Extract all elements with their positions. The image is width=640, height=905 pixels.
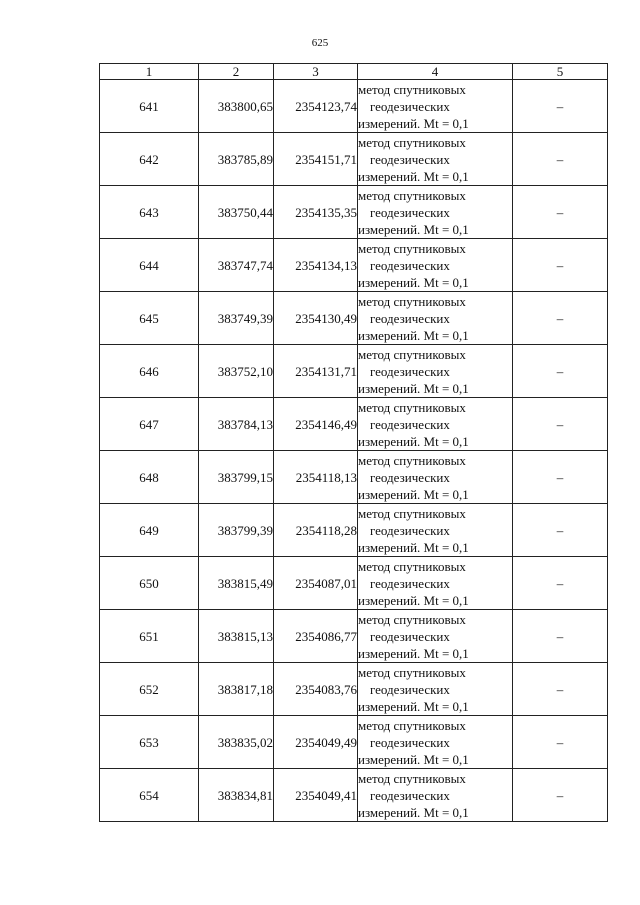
method-line: измерений. Mt = 0,1	[358, 327, 469, 343]
method-line: измерений. Mt = 0,1	[358, 539, 469, 555]
column-5-cell: –	[513, 663, 608, 716]
x-coordinate-cell: 383799,39	[199, 504, 274, 557]
x-coordinate-cell: 383784,13	[199, 398, 274, 451]
header-row	[100, 64, 608, 80]
table-row	[100, 663, 608, 716]
method-line: измерений. Mt = 0,1	[358, 751, 469, 767]
method-cell	[358, 610, 513, 663]
y-coordinate-cell: 2354049,41	[274, 769, 358, 822]
y-coordinate-cell: 2354083,76	[274, 663, 358, 716]
method-line: измерений. Mt = 0,1	[358, 804, 469, 820]
column-header: 1	[100, 64, 199, 80]
table-row	[100, 557, 608, 610]
method-line: геодезических	[370, 98, 450, 114]
method-cell	[358, 716, 513, 769]
y-coordinate-cell: 2354135,35	[274, 186, 358, 239]
column-5-cell: –	[513, 504, 608, 557]
x-coordinate-cell: 383800,65	[199, 80, 274, 133]
point-number-cell: 651	[100, 610, 199, 663]
column-5-cell: –	[513, 186, 608, 239]
y-coordinate-cell: 2354087,01	[274, 557, 358, 610]
x-coordinate-cell: 383750,44	[199, 186, 274, 239]
method-line: метод спутниковых	[358, 558, 466, 574]
method-line: геодезических	[370, 310, 450, 326]
column-header: 5	[513, 64, 608, 80]
point-number-cell: 650	[100, 557, 199, 610]
method-cell	[358, 663, 513, 716]
x-coordinate-cell: 383817,18	[199, 663, 274, 716]
column-5-cell: –	[513, 345, 608, 398]
table-row	[100, 398, 608, 451]
method-cell	[358, 239, 513, 292]
method-line: метод спутниковых	[358, 240, 466, 256]
x-coordinate-cell: 383785,89	[199, 133, 274, 186]
point-number-cell: 645	[100, 292, 199, 345]
method-line: метод спутниковых	[358, 717, 466, 733]
column-5-cell: –	[513, 398, 608, 451]
y-coordinate-cell: 2354049,49	[274, 716, 358, 769]
point-number-cell: 648	[100, 451, 199, 504]
x-coordinate-cell: 383749,39	[199, 292, 274, 345]
x-coordinate-cell: 383752,10	[199, 345, 274, 398]
method-cell	[358, 504, 513, 557]
table-row	[100, 769, 608, 822]
x-coordinate-cell: 383747,74	[199, 239, 274, 292]
method-line: метод спутниковых	[358, 611, 466, 627]
method-line: геодезических	[370, 522, 450, 538]
x-coordinate-cell: 383834,81	[199, 769, 274, 822]
method-cell	[358, 557, 513, 610]
y-coordinate-cell: 2354118,28	[274, 504, 358, 557]
column-5-cell: –	[513, 133, 608, 186]
point-number-cell: 646	[100, 345, 199, 398]
column-5-cell: –	[513, 292, 608, 345]
method-line: геодезических	[370, 575, 450, 591]
method-line: геодезических	[370, 469, 450, 485]
point-number-cell: 653	[100, 716, 199, 769]
table-row	[100, 504, 608, 557]
method-line: измерений. Mt = 0,1	[358, 592, 469, 608]
method-cell	[358, 451, 513, 504]
method-line: геодезических	[370, 257, 450, 273]
method-cell	[358, 186, 513, 239]
table-row	[100, 186, 608, 239]
y-coordinate-cell: 2354086,77	[274, 610, 358, 663]
table-row	[100, 292, 608, 345]
method-line: геодезических	[370, 628, 450, 644]
column-5-cell: –	[513, 769, 608, 822]
column-5-cell: –	[513, 239, 608, 292]
method-line: измерений. Mt = 0,1	[358, 168, 469, 184]
method-cell	[358, 133, 513, 186]
y-coordinate-cell: 2354134,13	[274, 239, 358, 292]
point-number-cell: 647	[100, 398, 199, 451]
method-cell	[358, 80, 513, 133]
column-5-cell: –	[513, 451, 608, 504]
point-number-cell: 641	[100, 80, 199, 133]
method-line: геодезических	[370, 787, 450, 803]
method-cell	[358, 292, 513, 345]
y-coordinate-cell: 2354131,71	[274, 345, 358, 398]
column-5-cell: –	[513, 80, 608, 133]
method-line: геодезических	[370, 416, 450, 432]
method-line: измерений. Mt = 0,1	[358, 274, 469, 290]
method-line: метод спутниковых	[358, 452, 466, 468]
y-coordinate-cell: 2354146,49	[274, 398, 358, 451]
method-line: метод спутниковых	[358, 770, 466, 786]
method-line: метод спутниковых	[358, 293, 466, 309]
point-number-cell: 652	[100, 663, 199, 716]
table-body	[100, 64, 608, 822]
method-line: метод спутниковых	[358, 399, 466, 415]
method-cell	[358, 345, 513, 398]
table-row	[100, 716, 608, 769]
method-line: метод спутниковых	[358, 664, 466, 680]
point-number-cell: 649	[100, 504, 199, 557]
column-5-cell: –	[513, 716, 608, 769]
y-coordinate-cell: 2354151,71	[274, 133, 358, 186]
point-number-cell: 644	[100, 239, 199, 292]
method-line: метод спутниковых	[358, 187, 466, 203]
point-number-cell: 654	[100, 769, 199, 822]
x-coordinate-cell: 383799,15	[199, 451, 274, 504]
method-line: измерений. Mt = 0,1	[358, 645, 469, 661]
column-header: 3	[274, 64, 358, 80]
method-line: геодезических	[370, 734, 450, 750]
method-line: метод спутниковых	[358, 134, 466, 150]
table-row	[100, 80, 608, 133]
method-line: геодезических	[370, 151, 450, 167]
method-line: измерений. Mt = 0,1	[358, 115, 469, 131]
method-cell	[358, 769, 513, 822]
x-coordinate-cell: 383835,02	[199, 716, 274, 769]
y-coordinate-cell: 2354123,74	[274, 80, 358, 133]
table-row	[100, 133, 608, 186]
table-row	[100, 610, 608, 663]
method-line: измерений. Mt = 0,1	[358, 221, 469, 237]
point-number-cell: 642	[100, 133, 199, 186]
table-row	[100, 345, 608, 398]
method-line: метод спутниковых	[358, 81, 466, 97]
x-coordinate-cell: 383815,13	[199, 610, 274, 663]
y-coordinate-cell: 2354130,49	[274, 292, 358, 345]
column-5-cell: –	[513, 610, 608, 663]
coordinates-table	[99, 63, 608, 822]
column-5-cell: –	[513, 557, 608, 610]
method-line: измерений. Mt = 0,1	[358, 486, 469, 502]
method-line: геодезических	[370, 363, 450, 379]
method-line: метод спутниковых	[358, 505, 466, 521]
column-header: 4	[358, 64, 513, 80]
method-cell	[358, 398, 513, 451]
method-line: измерений. Mt = 0,1	[358, 380, 469, 396]
page-number: 625	[311, 37, 329, 49]
table-row	[100, 451, 608, 504]
x-coordinate-cell: 383815,49	[199, 557, 274, 610]
method-line: метод спутниковых	[358, 346, 466, 362]
column-header: 2	[199, 64, 274, 80]
method-line: измерений. Mt = 0,1	[358, 433, 469, 449]
point-number-cell: 643	[100, 186, 199, 239]
method-line: измерений. Mt = 0,1	[358, 698, 469, 714]
method-line: геодезических	[370, 681, 450, 697]
method-line: геодезических	[370, 204, 450, 220]
y-coordinate-cell: 2354118,13	[274, 451, 358, 504]
table-row	[100, 239, 608, 292]
